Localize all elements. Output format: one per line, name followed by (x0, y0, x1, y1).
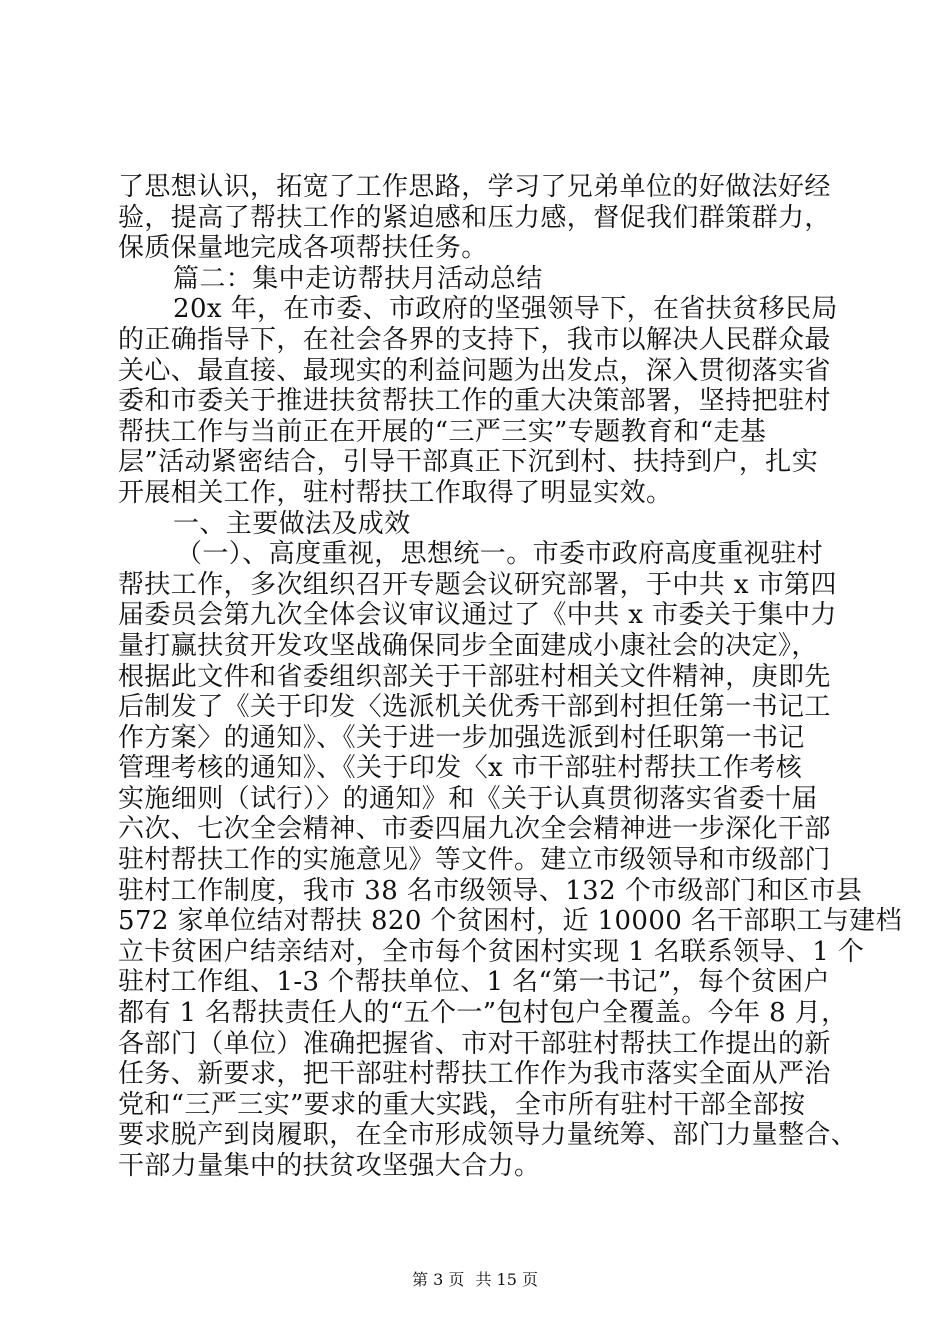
text-line: 要求脱产到岗履职，在全市形成领导力量统筹、部门力量整合、 (118, 1120, 858, 1151)
page-number: 第 3 页 (412, 1270, 465, 1289)
text-line: 党和“三严三实”要求的重大实践，全市所有驻村干部全部按 (118, 1089, 806, 1120)
text-line: 作方案〉的通知》、《关于进一步加强选派到村任职第一书记 (118, 722, 805, 753)
text-line: 驻村工作制度，我市 38 名市级领导、132 个市级部门和区市县 (118, 875, 863, 906)
document-body (118, 172, 903, 1182)
paragraph-start: （一）、高度重视，思想统一。市委市政府高度重视驻村 (176, 539, 824, 570)
text-line: 驻村工作组、1-3 个帮扶单位、1 名“第一书记”，每个贫困户 (118, 967, 830, 998)
text-line: 层”活动紧密结合，引导干部真正下沉到村、扶持到户，扎实 (118, 447, 819, 478)
text-line: 各部门（单位）准确把握省、市对干部驻村帮扶工作提出的新 (118, 1028, 831, 1059)
text-line: 都有 1 名帮扶责任人的“五个一”包村包户全覆盖。今年 8 月， (118, 998, 848, 1029)
text-line: 届委员会第九次全体会议审议通过了《中共 x 市委关于集中力 (118, 600, 837, 631)
text-line: 的正确指导下，在社会各界的支持下，我市以解决人民群众最 (118, 324, 831, 355)
subsection-heading: 一、主要做法及成效 (173, 508, 411, 539)
text-line: 关心、最直接、最现实的利益问题为出发点，深入贯彻落实省 (118, 355, 831, 386)
paragraph-start: 20x 年，在市委、市政府的坚强领导下，在省扶贫移民局 (173, 294, 838, 325)
text-line: 开展相关工作，驻村帮扶工作取得了明显实效。 (118, 477, 673, 508)
text-line: 帮扶工作，多次组织召开专题会议研究部署，于中共 x 市第四 (118, 569, 837, 600)
section-heading: 篇二：集中走访帮扶月活动总结 (173, 263, 543, 294)
text-line: 干部力量集中的扶贫攻坚强大合力。 (118, 1151, 541, 1181)
text-line: 量打赢扶贫开发攻坚战确保同步全面建成小康社会的决定》， (118, 630, 818, 661)
text-line: 委和市委关于推进扶贫帮扶工作的重大决策部署，坚持把驻村 (118, 386, 831, 417)
text-line: 了思想认识，拓宽了工作思路，学习了兄弟单位的好做法好经 (118, 172, 831, 202)
text-line: 六次、七次全会精神、市委四届九次全会精神进一步深化干部 (118, 814, 831, 845)
text-line: 根据此文件和省委组织部关于干部驻村相关文件精神，庚即先 (118, 661, 831, 692)
text-line: 驻村帮扶工作的实施意见》等文件。建立市级领导和市级部门 (118, 845, 831, 876)
text-line: 保质保量地完成各项帮扶任务。 (118, 233, 488, 264)
text-line: 立卡贫困户结亲结对，全市每个贫困村实现 1 名联系领导、1 个 (118, 936, 865, 967)
text-line: 帮扶工作与当前正在开展的“三严三实”专题教育和“走基 (118, 416, 767, 447)
text-line: 管理考核的通知》、《关于印发〈x 市干部驻村帮扶工作考核 (118, 753, 803, 784)
text-line: 验，提高了帮扶工作的紧迫感和压力感，督促我们群策群力， (118, 202, 831, 233)
text-line: 后制发了《关于印发〈选派机关优秀干部到村担任第一书记工 (118, 692, 831, 723)
text-line: 572 家单位结对帮扶 820 个贫困村，近 10000 名干部职工与建档 (118, 906, 903, 937)
page-total: 共 15 页 (475, 1270, 538, 1289)
text-line: 实施细则（试行）〉的通知》和《关于认真贯彻落实省委十届 (118, 783, 818, 814)
text-line: 任务、新要求，把干部驻村帮扶工作作为我市落实全面从严治 (118, 1059, 831, 1090)
page-footer (0, 1270, 950, 1290)
